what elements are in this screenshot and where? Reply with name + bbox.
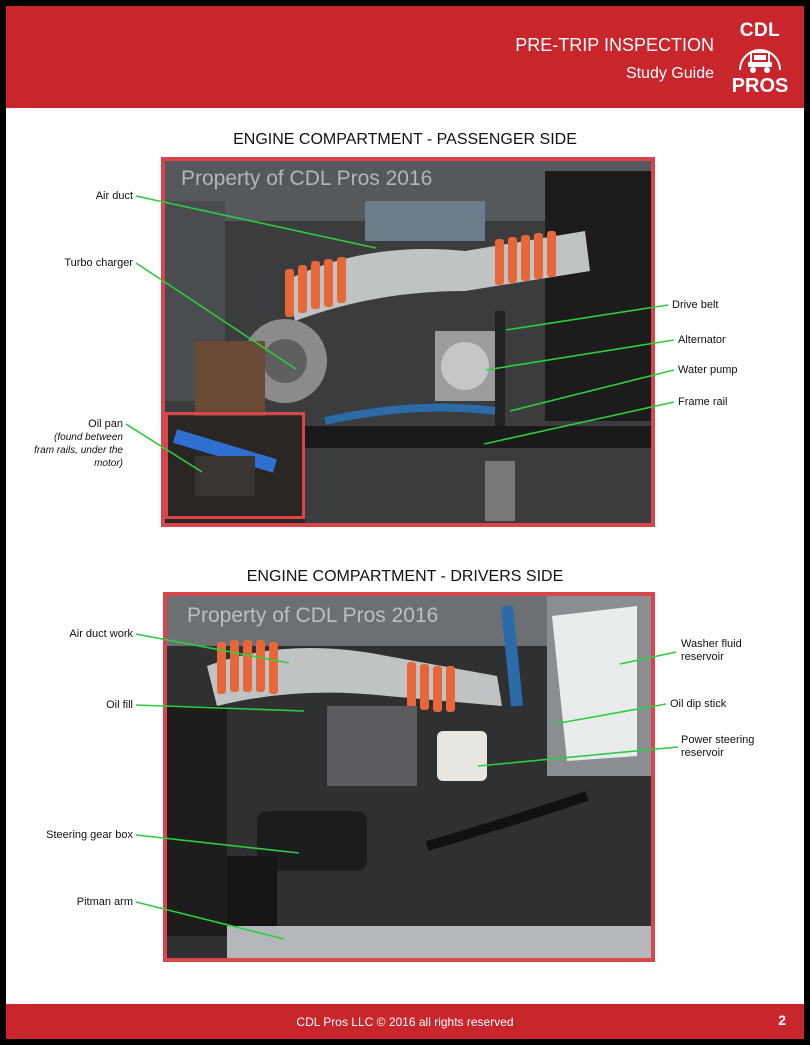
section-title-drivers-side: ENGINE COMPARTMENT - DRIVERS SIDE <box>246 568 564 585</box>
label-oil-dip-stick: Oil dip stick <box>670 698 727 710</box>
cdl-pros-logo <box>728 20 792 100</box>
section-title-passenger-side: ENGINE COMPARTMENT - PASSENGER SIDE <box>233 131 577 148</box>
label-drive-belt: Drive belt <box>672 299 719 311</box>
label-pitman-arm: Pitman arm <box>76 896 133 908</box>
power-steering-line-2: reservoir <box>681 747 724 759</box>
study-guide-page <box>6 6 804 1039</box>
label-oil-pan <box>16 418 123 470</box>
label-frame-rail: Frame rail <box>678 396 728 408</box>
label-turbo-charger: Turbo charger <box>64 257 133 269</box>
label-alternator: Alternator <box>678 334 726 346</box>
logo-text-top: CDL <box>739 20 781 41</box>
oil-pan-note-line-1: (found between <box>54 432 123 443</box>
photo-watermark: Property of CDL Pros 2016 <box>181 167 433 190</box>
footer-copyright: CDL Pros LLC © 2016 all rights reserved <box>296 1015 514 1029</box>
label-washer-fluid-reservoir <box>681 638 742 664</box>
label-steering-gear-box: Steering gear box <box>46 829 133 841</box>
washer-fluid-line-1: Washer fluid <box>681 638 742 650</box>
drivers-side-engine-photo <box>163 592 655 962</box>
footer-bar <box>6 1004 804 1039</box>
oil-pan-inset-frame <box>165 412 305 519</box>
photo-watermark-2: Property of CDL Pros 2016 <box>187 604 439 627</box>
passenger-side-engine-photo <box>161 157 655 527</box>
label-air-duct-work: Air duct work <box>69 628 133 640</box>
engine-photo-illustration-2 <box>167 596 651 958</box>
header-title: PRE-TRIP INSPECTION <box>515 35 714 55</box>
label-power-steering-reservoir <box>681 734 754 760</box>
logo-text-bottom: PROS <box>731 75 789 97</box>
label-air-duct: Air duct <box>95 190 133 202</box>
washer-fluid-line-2: reservoir <box>681 651 724 663</box>
truck-icon <box>734 40 786 76</box>
header-subtitle: Study Guide <box>625 65 714 82</box>
oil-pan-note-line-3: motor) <box>94 458 123 469</box>
oil-pan-note-line-2: fram rails, under the <box>34 445 123 456</box>
label-oil-fill: Oil fill <box>106 699 133 711</box>
oil-pan-title: Oil pan <box>88 418 123 430</box>
power-steering-line-1: Power steering <box>681 734 755 746</box>
page-number: 2 <box>778 1012 786 1028</box>
header-bar <box>6 6 804 108</box>
label-water-pump: Water pump <box>678 364 738 376</box>
